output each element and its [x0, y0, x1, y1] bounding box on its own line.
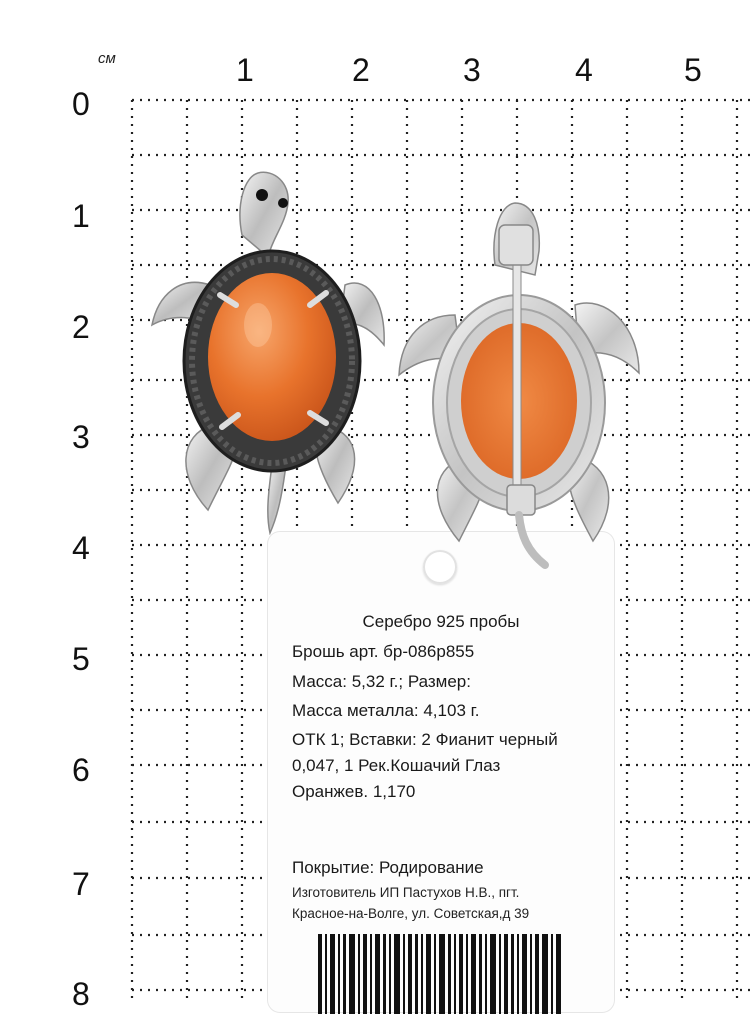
- ruler-top-4: 4: [575, 52, 593, 88]
- tag-article-line: Брошь арт. бр-086р855: [292, 642, 475, 661]
- tag-maker-line-2: Красное-на-Волге, ул. Советская,д 39: [292, 906, 530, 921]
- ruler-left-1: 1: [72, 198, 90, 234]
- ruler-left-3: 3: [72, 419, 90, 455]
- turtle-brooch-front-icon: [140, 165, 400, 535]
- turtle-brooch-back-icon: [395, 195, 645, 575]
- tag-inserts-line: ОТК 1; Вставки: 2 Фианит черный: [292, 730, 558, 749]
- unit-label: см: [98, 50, 116, 67]
- ruler-left-7: 7: [72, 866, 90, 902]
- tag-inserts-line-3: Оранжев. 1,170: [292, 782, 416, 801]
- tag-metal-line: Серебро 925 пробы: [362, 612, 520, 631]
- ruler-left-5: 5: [72, 641, 90, 677]
- ruler-left-8: 8: [72, 976, 90, 1012]
- ruler-left-0: 0: [72, 86, 90, 122]
- tag-maker-line-1: Изготовитель ИП Пастухов Н.В., пгт.: [292, 885, 520, 900]
- ruler-top-1: 1: [236, 52, 254, 88]
- ruler-left-6: 6: [72, 752, 90, 788]
- price-tag: [268, 532, 614, 1012]
- tag-coating-line: Покрытие: Родирование: [292, 858, 484, 877]
- tag-inserts-line-2: 0,047, 1 Рек.Кошачий Глаз: [292, 756, 501, 775]
- ruler-top-2: 2: [352, 52, 370, 88]
- ruler-top-3: 3: [463, 52, 481, 88]
- barcode-icon: [316, 934, 566, 1014]
- tag-metal-mass-line: Масса металла: 4,103 г.: [292, 701, 480, 720]
- ruler-left-2: 2: [72, 309, 90, 345]
- ruler-top-5: 5: [684, 52, 702, 88]
- ruler-left-4: 4: [72, 530, 90, 566]
- tag-mass-line: Масса: 5,32 г.; Размер:: [292, 672, 471, 691]
